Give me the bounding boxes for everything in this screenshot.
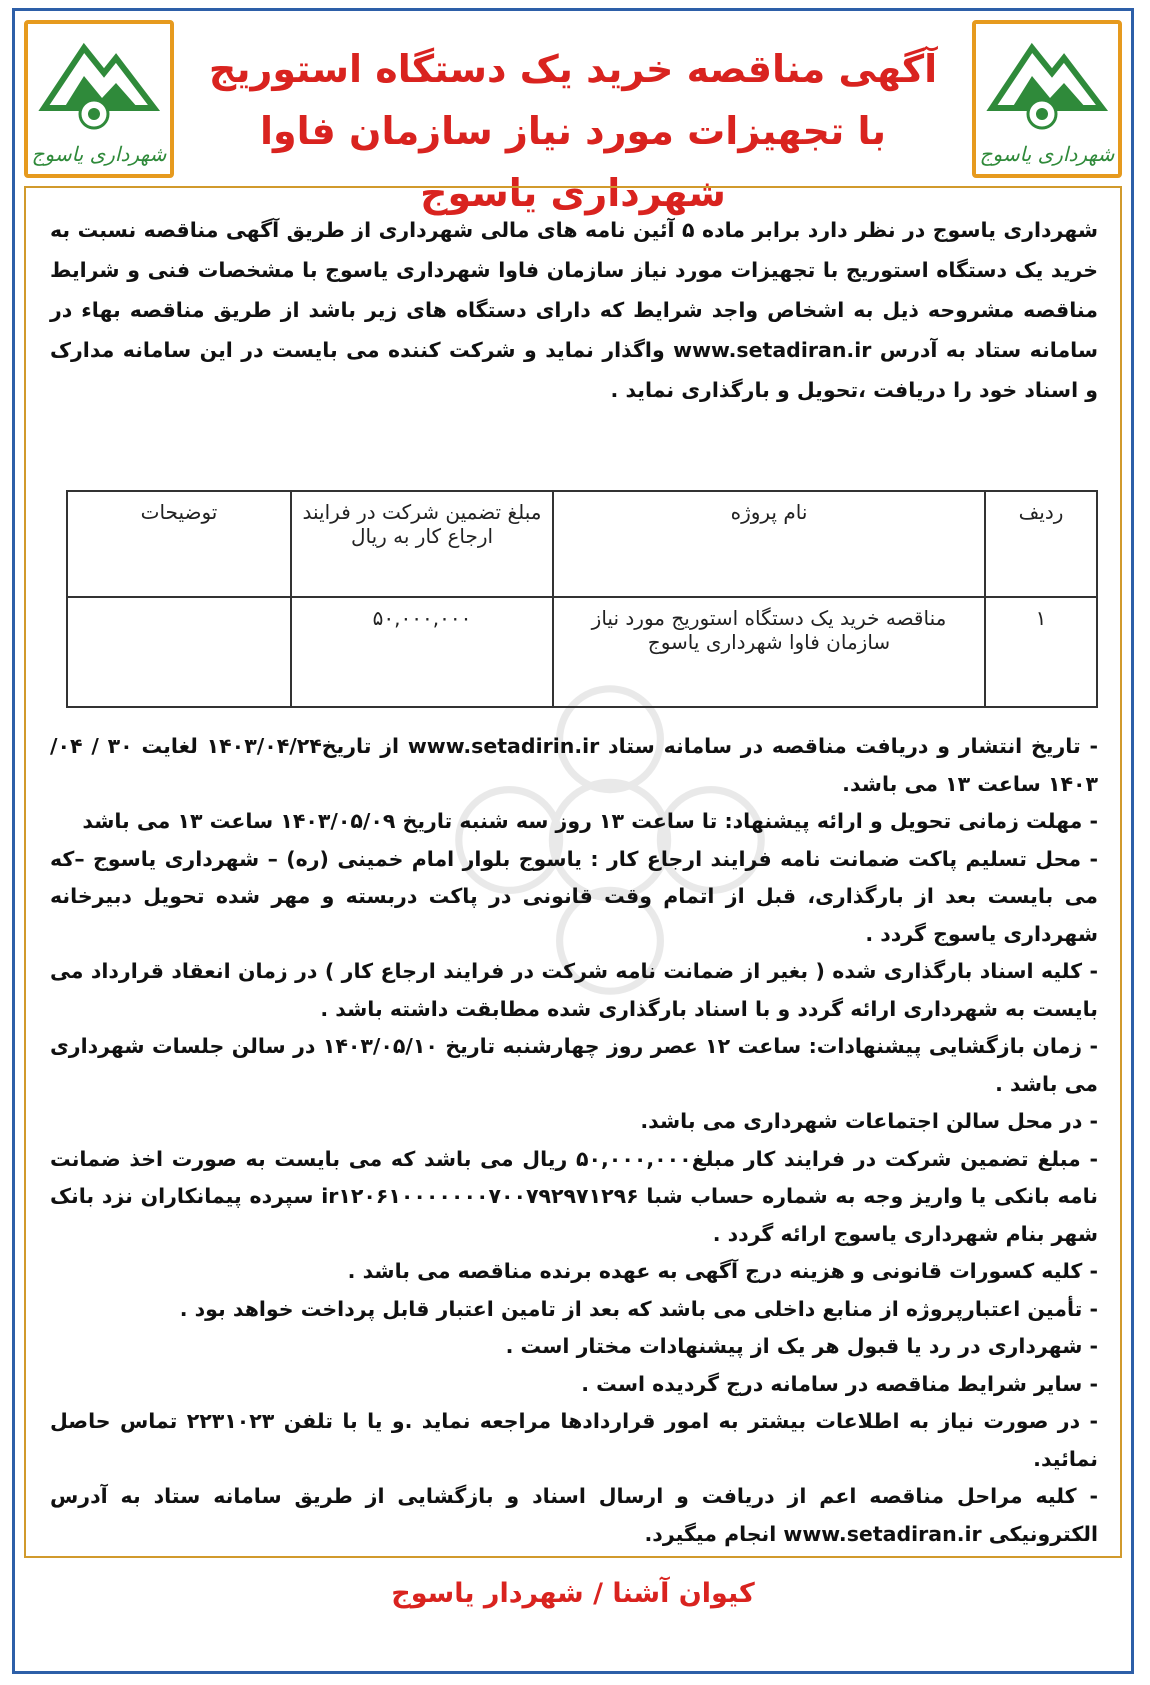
municipality-logo-icon [34, 28, 164, 138]
list-item: - مبلغ تضمین شرکت در فرایند کار مبلغ۵۰,۰۰۰,۰۰۰ ریال می باشد که می بایست به صورت اخذ ضمانت نامه بانکی یا واریز وجه به شماره حساب شبا ir۱۲۰۶۱۰۰۰۰۰۰۰۷۰۰۷۹۲۹۷۱۲۹۶ سپرده پیمانکاران نزد بانک شهر بنام شهرداری یاسوج ارائه گردد . [50, 1146, 1098, 1246]
logo-text: شهرداری یاسوج [979, 142, 1115, 166]
conditions-list [50, 728, 1098, 1553]
list-item: - در صورت نیاز به اطلاعات بیشتر به امور قراردادها مراجعه نماید .و یا با تلفن ۲۲۳۱۰۲۳ تماس حاصل نمائید. [50, 1409, 1098, 1471]
cell-guarantee-amount: ۵۰,۰۰۰,۰۰۰ [291, 597, 553, 707]
logo-text: شهرداری یاسوج [31, 142, 167, 166]
cell-row-number: ۱ [985, 597, 1097, 707]
list-item: - کلیه مراحل مناقصه اعم از دریافت و ارسال اسناد و بازگشایی از طریق سامانه ستاد به آدرس الکترونیکی www.setadiran.ir انجام میگیرد. [50, 1484, 1098, 1546]
header-row-number: ردیف [985, 491, 1097, 597]
list-item: - تاریخ انتشار و دریافت مناقصه در سامانه ستاد www.setadirin.ir از تاریخ۱۴۰۳/۰۴/۲۴ لغایت ۳۰ / ۰۴/ ۱۴۰۳ ساعت ۱۳ می باشد. [50, 734, 1098, 796]
cell-description [67, 597, 291, 707]
logo-right [972, 20, 1122, 178]
list-item: - زمان بازگشایی پیشنهادات: ساعت ۱۲ عصر روز چهارشنبه تاریخ ۱۴۰۳/۰۵/۱۰ در سالن جلسات شهرداری می باشد . [50, 1034, 1098, 1096]
table-row [67, 597, 1097, 707]
title-line-2: با تجهیزات مورد نیاز سازمان فاوا شهرداری یاسوج [260, 109, 886, 215]
list-item: - کلیه کسورات قانونی و هزینه درج آگهی به عهده برنده مناقصه می باشد . [347, 1259, 1098, 1283]
list-item: - کلیه اسناد بارگذاری شده ( بغیر از ضمانت نامه شرکت در فرایند ارجاع کار ) در زمان انعقاد قرارداد می بایست به شهرداری ارائه گردد و با اسناد بارگذاری شده مطابقت داشته باشد . [50, 959, 1098, 1021]
header-project-name: نام پروژه [553, 491, 985, 597]
list-item: - سایر شرایط مناقصه در سامانه درج گردیده است . [581, 1371, 1098, 1396]
intro-paragraph: شهرداری یاسوج در نظر دارد برابر ماده ۵ آئین نامه های مالی شهرداری از طریق آگهی مناقصه نسبت به خرید یک دستگاه استوریج با تجهیزات مورد نیاز سازمان فاوا شهرداری یاسوج با مشخصات فنی و شرایط مناقصه مشروحه ذیل به اشخاص واجد شرایط که دارای دستگاه های زیر باشد از طریق مناقصه بهاء در سامانه ستاد به آدرس www.setadiran.ir واگذار نماید و شرکت کننده می بایست در این سامانه مدارک و اسناد خود را دریافت ،تحویل و بارگذاری نماید . [50, 218, 1099, 402]
list-item: - مهلت زمانی تحویل و ارائه پیشنهاد: تا ساعت ۱۳ روز سه شنبه تاریخ ۱۴۰۳/۰۵/۰۹ ساعت ۱۳ می باشد [82, 809, 1098, 833]
list-item: - شهرداری در رد یا قبول هر یک از پیشنهادات مختار است . [505, 1334, 1098, 1358]
title-line-1: آگهی مناقصه خرید یک دستگاه استوریج [208, 47, 938, 91]
municipality-logo-icon [982, 28, 1112, 138]
cell-project-name: مناقصه خرید یک دستگاه استوریج مورد نیاز سازمان فاوا شهرداری یاسوج [553, 597, 985, 707]
list-item: - تأمین اعتبارپروژه از منابع داخلی می باشد که بعد از تامین اعتبار قابل پرداخت خواهد بود . [179, 1296, 1098, 1321]
table-header-row [67, 491, 1097, 597]
signature-line: کیوان آشنا / شهردار یاسوج [391, 1578, 755, 1609]
header-guarantee-amount: مبلغ تضمین شرکت در فرایند ارجاع کار به ریال [291, 491, 553, 597]
header [24, 20, 1122, 215]
list-item: - در محل سالن اجتماعات شهرداری می باشد. [640, 1109, 1098, 1133]
header-description: توضیحات [67, 491, 291, 597]
logo-left [24, 20, 174, 178]
tender-table [66, 490, 1098, 708]
list-item: - محل تسلیم پاکت ضمانت نامه فرایند ارجاع کار : یاسوج بلوار امام خمینی (ره) – شهرداری یاسوج –که می بایست بعد از بارگذاری، قبل از اتمام وقت قانونی در پاکت دربسته و مهر شده تحویل دبیرخانه شهرداری یاسوج گردد . [50, 846, 1098, 946]
